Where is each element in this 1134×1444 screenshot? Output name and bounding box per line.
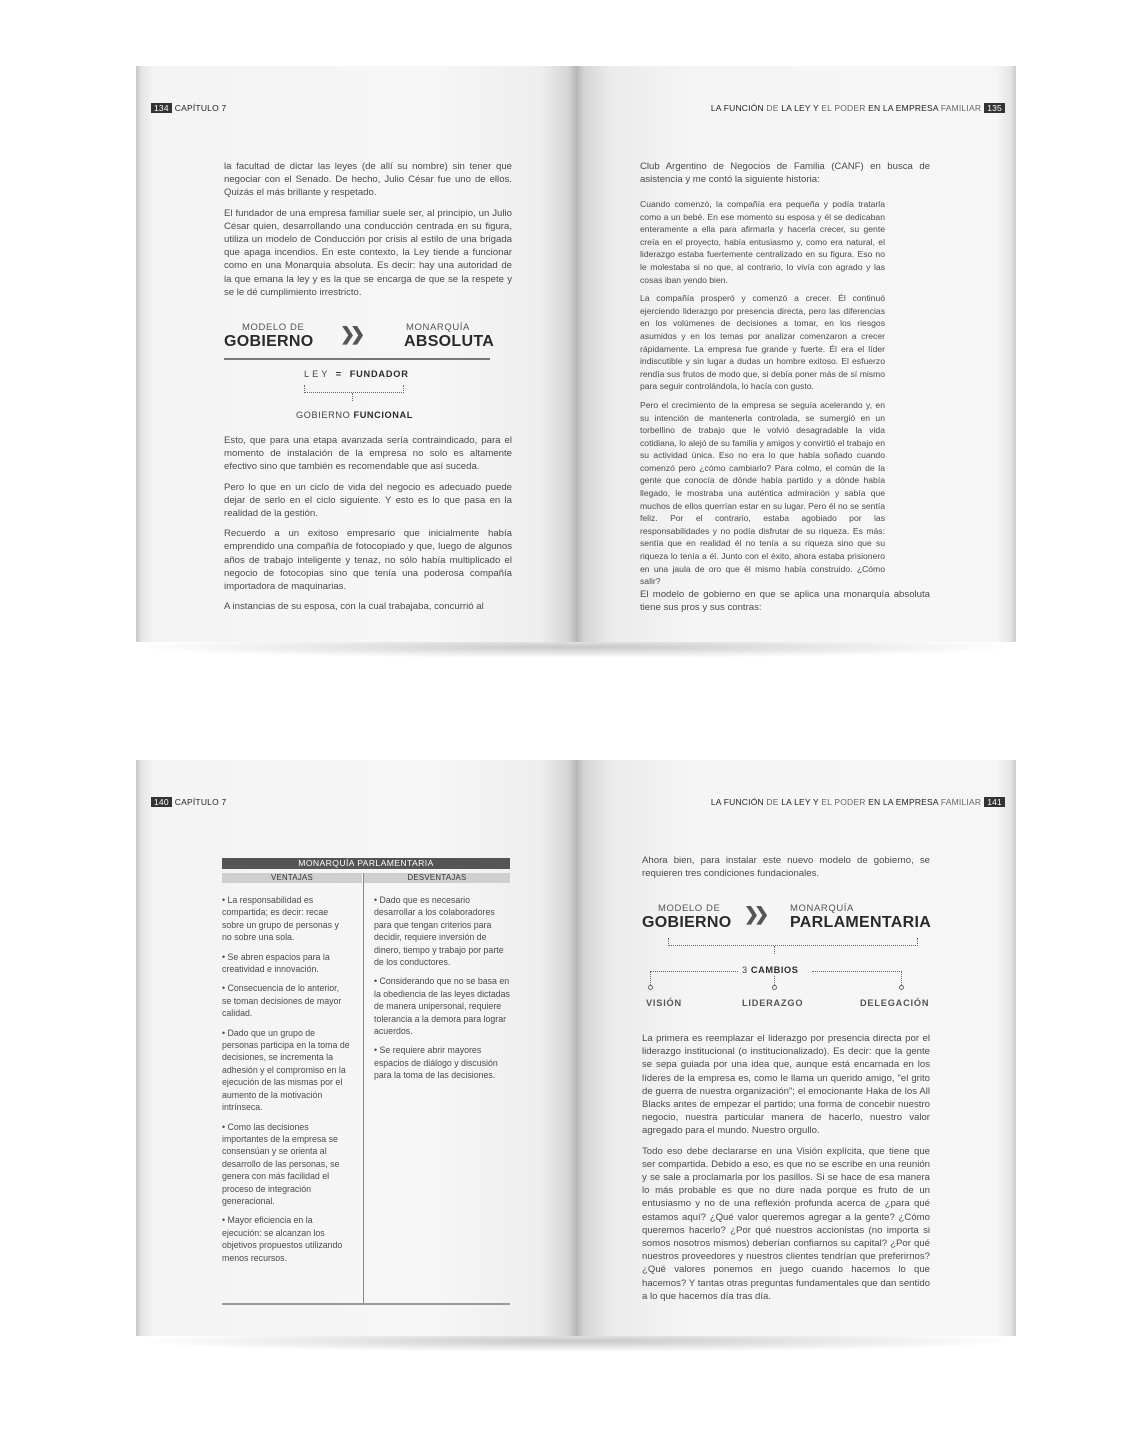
header-part: LA LEY Y: [781, 797, 819, 807]
model-to-small: MONARQUÍA: [790, 903, 854, 914]
quote-paragraph: La compañía prosperó y comenzó a crecer. Él continuó ejerciendo liderazgo por presencia directa, pero las diferencias en los volúmenes de decisiones a tomar, en los riesgos asumidos y en los temas por analizar comenzaron a crecer rápidamente. La empresa fue grande y fuerte. Él era el líder indiscutible y sin lugar a dudas un hombre exitoso. El esfuerzo rendía sus frutos de modo que, si debía poner más de sí mismo para seguir controlándola, lo hacía con gusto.: [640, 293, 885, 392]
paragraph: A instancias de su esposa, con la cual trabajaba, concurrió al: [224, 601, 484, 613]
chapter-label: CAPÍTULO 7: [174, 103, 227, 113]
paragraph: Pero lo que en un ciclo de vida del negocio es adecuado puede dejar de serlo en el ciclo siguiente. Y esto es lo que pasa en la realidad de la gestión.: [224, 481, 512, 520]
body-text-block: [642, 854, 930, 887]
table-bottom-rule: [222, 1303, 510, 1305]
list-item: • Considerando que no se basa en la obediencia de las leyes dictadas de manera unipersonal, requiere tolerancia a la demora para lograr acuerdos.: [374, 976, 510, 1037]
header-part: LA LEY Y: [781, 103, 819, 113]
header-part: EN LA EMPRESA: [868, 797, 939, 807]
quote-paragraph: Cuando comenzó, la compañía era pequeña y podía tratarla como a un bebé. En ese momento su esposa y él se dedicaban enteramente a ella para afirmarla y hacerla crecer, su gente creía en el proyecto, había entusiasmo y, como era natural, el liderazgo estaba fuertemente centralizado en su figura. Eso no le molestaba si no que, al contrario, lo vivía con agrado y las cosas iban yendo bien.: [640, 199, 885, 285]
header-part: EL PODER: [821, 797, 866, 807]
desventajas-list: [374, 894, 510, 1089]
page-number: 141: [984, 797, 1005, 807]
paragraph: La primera es reemplazar el liderazgo por presencia directa por el liderazgo institucional (o institucionalizado). Es decir: que la gente se sepa guiada por una idea que, aunque está encarnada en los líderes de la empresa es, como le llama un querido amigo, "el grito de guerra de nuestra organización"; el emocionante Haka de los All Blacks antes de empezar el partido; una forma de concebir nuestro negocio, nuestra particular manera de hacerlo, nuestro valor agregado para el mundo. Nuestro orgullo.: [642, 1033, 930, 1137]
list-item: • Como las decisiones importantes de la empresa se consensúan y se orienta al desarrollo de las personas, se genera con más facilidad el proceso de integración generacional.: [222, 1121, 340, 1206]
ventajas-list: [222, 894, 350, 1271]
branch-left: [650, 971, 738, 985]
cambios-label: [742, 965, 798, 975]
branch-right: [812, 971, 902, 985]
bracket-connector: [668, 938, 918, 946]
table-header-ventajas: VENTAJAS: [222, 873, 362, 883]
fundador-label: FUNDADOR: [349, 369, 409, 379]
header-part: LA FUNCIÓN: [710, 103, 764, 113]
paragraph: Club Argentino de Negocios de Familia (CANF) en busca de asistencia y me contó la siguiente historia:: [640, 161, 930, 186]
chapter-label: CAPÍTULO 7: [174, 797, 227, 807]
list-item: • Dado que un grupo de personas participa en la toma de decisiones, se incrementa la adhesión y el compromiso en la ejecución de las mismas por el aumento de la motivación intrínseca.: [222, 1027, 350, 1113]
running-header-left: [148, 797, 226, 807]
bracket-connector: [304, 385, 404, 393]
page-134: [136, 66, 576, 642]
ley-fundador-label: [304, 369, 409, 379]
running-header-left: [148, 103, 226, 113]
funcional-label: FUNCIONAL: [353, 410, 413, 420]
body-text-block-2: [642, 1032, 930, 1310]
list-item: • Mayor eficiencia en la ejecución: se alcanzan los objetivos propuestos utilizando menos recursos.: [222, 1215, 343, 1263]
table-header-desventajas: DESVENTAJAS: [364, 873, 510, 883]
header-part: LA FUNCIÓN: [710, 797, 764, 807]
header-part: FAMILIAR: [940, 797, 982, 807]
header-part: DE: [766, 103, 779, 113]
model-from-big: GOBIERNO: [224, 333, 314, 350]
book-spread-2: [136, 760, 1016, 1340]
page-number: 134: [151, 103, 172, 113]
gobierno-label: GOBIERNO: [296, 410, 351, 420]
list-item: • Consecuencia de lo anterior, se toman decisiones de mayor calidad.: [222, 983, 342, 1019]
branch-middle: [774, 976, 775, 985]
paragraph: la facultad de dictar las leyes (de allí su nombre) sin tener que negociar con el Senado. De hecho, Julio César fue uno de ellos. Quizás el más brillante y respetado.: [224, 161, 512, 199]
running-header-right: [711, 103, 1008, 113]
body-text-block: [640, 160, 930, 193]
header-part: FAMILIAR: [940, 103, 982, 113]
header-part: EL PODER: [821, 103, 866, 113]
model-to: [790, 903, 931, 931]
paragraph: Recuerdo a un exitoso empresario que inicialmente había emprendido una compañía de fotocopiado y que, luego de algunos años de trabajo inteligente y tenaz, no sólo había multiplicado el negocio de fotocopias sino que tenía una poderosa compañía importadora de maquinarias.: [224, 528, 512, 593]
bracket-stem: [352, 393, 353, 401]
page-141: [576, 760, 1016, 1336]
page-number: 140: [151, 797, 172, 807]
model-to-small: MONARQUÍA: [406, 322, 470, 333]
equals-sign: =: [335, 369, 345, 379]
list-item: • Se requiere abrir mayores espacios de diálogo y discusión para la toma de las decisiones.: [374, 1045, 498, 1081]
running-header-right: [711, 797, 1008, 807]
body-text-block-2: [224, 434, 512, 620]
gobierno-funcional-label: [296, 410, 413, 420]
cambio-delegacion: DELEGACIÓN: [860, 998, 930, 1008]
model-from-big: GOBIERNO: [642, 914, 732, 931]
book-spread-1: [136, 66, 1016, 646]
body-text-block: [224, 160, 512, 306]
node-dot: [648, 985, 653, 990]
model-to-big: PARLAMENTARIA: [790, 914, 932, 931]
node-dot: [772, 985, 777, 990]
double-chevron-icon: ❯❯: [744, 904, 765, 924]
table-divider: [363, 873, 364, 1305]
paragraph: El fundador de una empresa familiar suele ser, al principio, un Julio César quien, desarrollando una conducción centrada en su figura, utiliza un modelo de Conducción por crisis al estilo de una brigada que apaga incendios. En este contexto, la Ley tiende a funcionar como en una Monarquía absoluta. Es decir: hay una autoridad de la que emana la ley y es la que se encarga de que se la respete y se le dé cumplimiento irrestricto.: [224, 207, 512, 298]
cambios-text: CAMBIOS: [750, 965, 799, 975]
list-item: • La responsabilidad es compartida; es decir: recae sobre un grupo de personas y no sobre una sola.: [222, 895, 339, 943]
double-chevron-icon: ❯❯: [340, 324, 361, 344]
node-dot: [899, 985, 904, 990]
list-item: • Se abren espacios para la creatividad e innovación.: [222, 951, 330, 975]
ley-label: LEY: [304, 369, 331, 379]
cambio-liderazgo: LIDERAZGO: [742, 998, 804, 1008]
model-to-big: ABSOLUTA: [404, 333, 495, 350]
list-item: • Dado que es necesario desarrollar a los colaboradores para que tengan criterios para decidir, requiere inversión de dinero, tiempo y trabajo por parte de los conductores.: [374, 895, 504, 968]
model-to: [404, 322, 494, 350]
model-from: [642, 903, 732, 931]
model-from: [224, 322, 314, 350]
header-part: EN LA EMPRESA: [868, 103, 939, 113]
diagram-rule: [224, 358, 490, 360]
paragraph: Esto, que para una etapa avanzada sería contraindicado, para el momento de instalación de la empresa no solo es altamente efectivo sino que también es recomendable que así suceda.: [224, 435, 512, 473]
quote-paragraph: Pero el crecimiento de la empresa se seguía acelerando y, en su intención de mantenerla controlada, se sumergió en un torbellino de trabajo que le volvió desagradable la vida cotidiana, lo alejó de su familia y amigos y convirtió el trabajo en su actividad única. Eso no era lo que había soñado cuando comenzó pero ¿cómo cambiarlo? Para colmo, el común de la gente que conocía de dónde había partido y a dónde había llegado, le mostraba una auténtica admiración y sabía que muchos de ellos querrían estar en su lugar. Pero él no se sentía feliz. Por el contrario, estaba agobiado por las responsabilidades y no podía disfrutar de su riqueza. Es más: sentía que en realidad él no tenía a su riqueza sino que su riqueza lo tenía a él. Junto con el éxito, ahora estaba prisionero en una jaula de oro que él mismo había construido. ¿Cómo salir?: [640, 399, 885, 587]
model-from-small: MODELO DE: [658, 903, 721, 914]
model-from-small: MODELO DE: [242, 322, 305, 333]
page-140: [136, 760, 576, 1336]
cambios-number: 3: [742, 965, 748, 975]
header-part: DE: [766, 797, 779, 807]
quote-block: [640, 198, 885, 594]
paragraph: Todo eso debe declararse en una Visión explícita, que tiene que ser compartida. Debido a eso, es que no se escribe en una reunión y se sale a proclamarla por los pasillos. Si se hace de esa manera lo más probable es que no dure nada porque es fruto de un entusiasmo y no de una reflexión profunda acerca de ¿para qué estamos aquí? ¿Qué valor queremos agregar a la gente? ¿Cómo queremos hacerlo? ¿Por qué nuestros accionistas (no importa si somos nosotros mismos) deberían confiarnos su capital? ¿Por qué nuestros proveedores y nuestros clientes tendrían que preferirnos? ¿Qué valores ponemos en juego cuando hacemos lo que hacemos? Y tantas otras preguntas fundamentales que dan sentido a lo que hacemos día tras día.: [642, 1145, 930, 1302]
bracket-stem: [774, 946, 775, 954]
page-135: [576, 66, 1016, 642]
table-title: MONARQUÍA PARLAMENTARIA: [222, 858, 510, 869]
body-text-block-2: [640, 588, 930, 621]
paragraph: Ahora bien, para instalar este nuevo modelo de gobierno, se requieren tres condiciones fundacionales.: [642, 855, 930, 880]
paragraph: El modelo de gobierno en que se aplica una monarquía absoluta tiene sus pros y sus contras:: [640, 589, 930, 614]
page-number: 135: [984, 103, 1005, 113]
cambio-vision: VISIÓN: [646, 998, 682, 1008]
